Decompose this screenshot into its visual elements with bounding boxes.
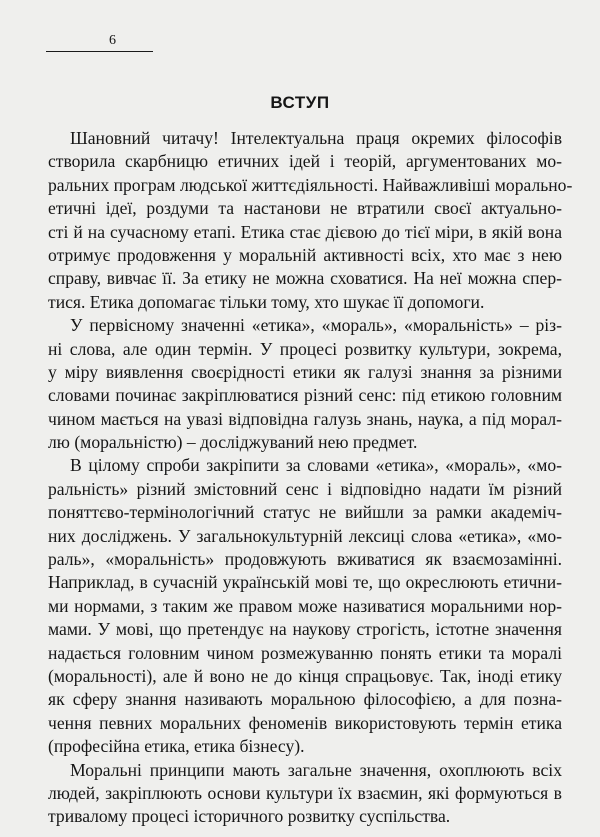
text-line: чення певних моральних феноменів використовують термін етика <box>48 712 562 733</box>
text-line: Шановний читачу! Інтелектуальна праця окремих філософів <box>70 128 562 148</box>
text-line: Моральні принципи мають загальне значення, охоплюють всіх <box>70 759 562 780</box>
text-line: Наприклад, в сучасній українській мові те, що окреслюють етични- <box>48 572 562 593</box>
text-line: як сферу знання називають моральною філософією, а для позна- <box>48 689 562 710</box>
text-line: ні слова, але один термін. У процесі розвитку культури, зокрема, <box>48 338 562 359</box>
paragraph <box>48 454 562 758</box>
text-line: словами починає закріплюватися різний сенс: під етикою головним <box>48 385 562 406</box>
text-line: ми нормами, з таким же правом може називатися моральними нор- <box>48 595 562 616</box>
text-line: чином мається на увазі відповідна галузь знань, наука, а під морал- <box>48 408 562 429</box>
section-heading: ВСТУП <box>270 93 330 112</box>
text-line: сті й на сучасному етапі. Етика стає дієвою до тієї міри, в якій вона <box>48 221 562 242</box>
text-line: ральність» різний змістовний сенс і відповідно надати їм різний <box>48 478 562 499</box>
text-line: них досліджень. У загальнокультурній лексиці слова «етика», «мо- <box>48 525 562 546</box>
text-line: раль», «моральність» продовжують вживатися як взаємозамінні. <box>48 549 562 570</box>
text-line: тися. Етика допомагає тільки тому, хто шукає її допомоги. <box>48 291 485 312</box>
text-line: людей, закріплюють основи культури їх взаємин, які формуються в <box>48 782 562 803</box>
text-line: етичні ідеї, роздуми та настанови не втратили своєї актуально- <box>48 198 562 219</box>
text-line: у міру виявлення своєрідності етики як галузі знання за різними <box>48 361 562 382</box>
text-line: створила скарбницю етичних ідей і теорій, аргументованих мо- <box>48 151 562 172</box>
text-line: мами. У мові, що претендує на наукову строгість, істотне значення <box>48 619 562 640</box>
text-line: У первісному значенні «етика», «мораль», «моральність» – різ- <box>70 315 562 336</box>
page-number: 6 <box>109 33 116 48</box>
text-line: (моральності), але й воно не до кінця спрацьовує. Так, іноді етику <box>48 665 562 686</box>
paragraph <box>48 127 573 314</box>
paragraph <box>48 759 562 829</box>
text-line: В цілому спроби закріпити за словами «етика», «мораль», «мо- <box>70 455 562 476</box>
text-line: тривалому процесі історичного розвитку суспільства. <box>48 806 451 827</box>
paragraph <box>48 314 562 454</box>
text-line: ральних програм людської життєдіяльності. Найважливіші морально- <box>48 174 573 195</box>
text-line: справу, вивчає її. За етику не можна сховатися. На неї можна спер- <box>48 268 562 289</box>
header-rule <box>46 51 153 52</box>
text-line: отримує продовження у моральній активності всіх, хто має з нею <box>48 244 562 265</box>
body-text <box>48 127 573 829</box>
text-line: (професійна етика, етика бізнесу). <box>48 736 305 757</box>
text-line: лю (моральністю) – досліджуваний нею предмет. <box>48 432 418 453</box>
text-line: поняттєво-термінологічний статус не вийшли за рамки академіч- <box>48 502 562 523</box>
text-line: надається головним чином розмежуванню понять етики та моралі <box>48 642 562 663</box>
